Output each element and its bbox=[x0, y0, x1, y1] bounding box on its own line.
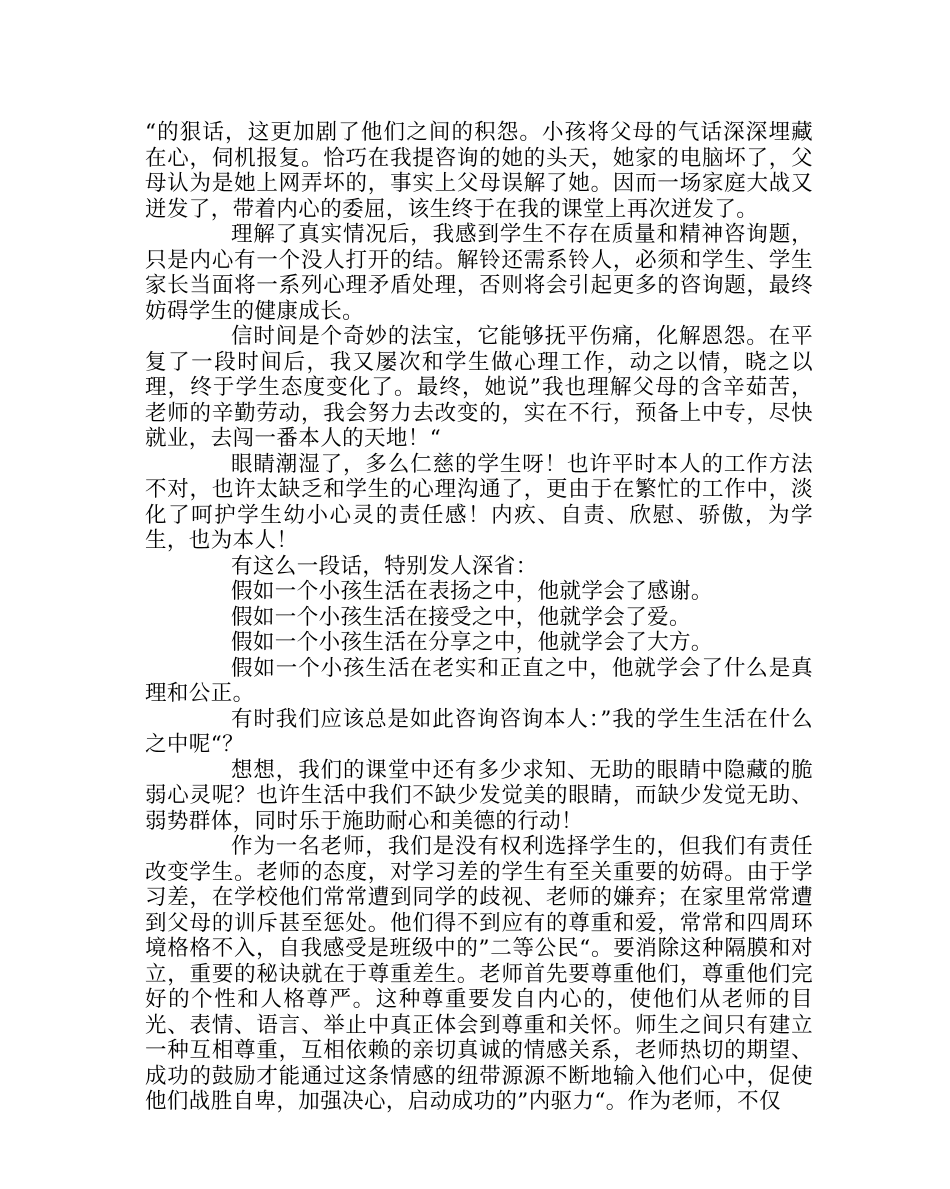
paragraph-understanding: 理解了真实情况后，我感到学生不存在质量和精神咨询题，只是内心有一个没人打开的结。解铃还需系铃人，必须和学生、学生家长当面将一系列心理矛盾处理，否则将会引起更多的咨询题，最终妨碍学生的健康成长。 bbox=[145, 222, 813, 324]
paragraph-quote-line-3: 假如一个小孩生活在分享之中，他就学会了大方。 bbox=[231, 630, 713, 655]
paragraph-continuation: “的狠话，这更加剧了他们之间的积怨。小孩将父母的气话深深埋藏在心，伺机报复。恰巧在我提咨询的她的头天，她家的电脑坏了，父母认为是她上网弄坏的，事实上父母误解了她。因而一场家庭大战又迸发了，带着内心的委屈，该生终于在我的课堂上再次迸发了。 bbox=[145, 120, 813, 222]
paragraph-quote-line-1: 假如一个小孩生活在表扬之中，他就学会了感谢。 bbox=[231, 579, 713, 604]
paragraph-quote-line-4: 假如一个小孩生活在老实和正直之中，他就学会了什么是真理和公正。 bbox=[145, 655, 813, 706]
paragraph-time: 信时间是个奇妙的法宝，它能够抚平伤痛，化解恩怨。在平复了一段时间后，我又屡次和学生做心理工作，动之以情，晓之以理，终于学生态度变化了。最终，她说”我也理解父母的含辛茹苦，老师的辛勤劳动，我会努力去改变的，实在不行，预备上中专，尽快就业，去闯一番本人的天地！“ bbox=[145, 324, 813, 451]
paragraph-reflection: 眼睛潮湿了，多么仁慈的学生呀！也许平时本人的工作方法不对，也许太缺乏和学生的心理沟通了，更由于在繁忙的工作中，淡化了呵护学生幼小心灵的责任感！内疚、自责、欣慰、骄傲，为学生，也为本人！ bbox=[145, 451, 813, 553]
paragraph-thinking: 想想，我们的课堂中还有多少求知、无助的眼睛中隐藏的脆弱心灵呢？也许生活中我们不缺少发觉美的眼睛，而缺少发觉无助、弱势群体，同时乐于施助耐心和美德的行动！ bbox=[145, 757, 813, 834]
paragraph-teacher-respect: 作为一名老师，我们是没有权利选择学生的，但我们有责任改变学生。老师的态度，对学习差的学生有至关重要的妨碍。由于学习差，在学校他们常常遭到同学的歧视、老师的嫌弃；在家里常常遭到父母的训斥甚至惩处。他们得不到应有的尊重和爱，常常和四周环境格格不入，自我感受是班级中的”二等公民“。要消除这种隔膜和对立，重要的秘诀就在于尊重差生。老师首先要尊重他们，尊重他们完好的个性和人格尊严。这种尊重要发自内心的，使他们从老师的目光、表情、语言、举止中真正体会到尊重和关怀。师生之间只有建立一种互相尊重，互相依赖的亲切真诚的情感关系，老师热切的期望、成功的鼓励才能通过这条情感的纽带源源不断地输入他们心中，促使他们战胜自卑，加强决心，启动成功的”内驱力“。作为老师，不仅 bbox=[145, 834, 813, 1114]
document-body bbox=[145, 120, 813, 1115]
paragraph-question: 有时我们应该总是如此咨询咨询本人：”我的学生生活在什么之中呢“？ bbox=[145, 706, 813, 757]
paragraph-quote-intro: 有这么一段话，特别发人深省： bbox=[231, 553, 538, 579]
paragraph-quote-line-2: 假如一个小孩生活在接受之中，他就学会了爱。 bbox=[231, 604, 691, 630]
